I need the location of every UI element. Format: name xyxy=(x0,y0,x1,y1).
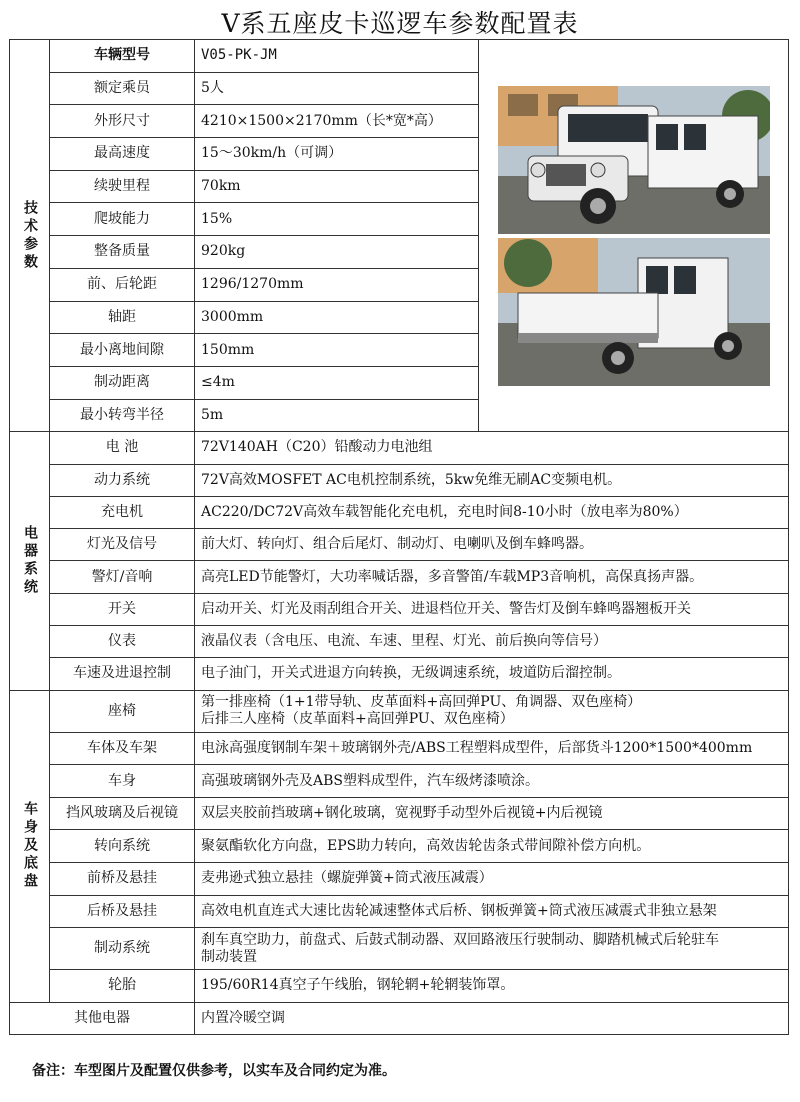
spec-label: 车体及车架 xyxy=(50,732,195,765)
spec-label: 轴距 xyxy=(50,301,195,334)
spec-label: 挡风玻璃及后视镜 xyxy=(50,797,195,830)
body-row xyxy=(10,765,789,798)
body-row xyxy=(10,863,789,896)
body-row xyxy=(10,830,789,863)
body-row xyxy=(10,690,789,732)
spec-value xyxy=(195,626,789,658)
spec-label: 车辆型号 xyxy=(50,40,195,73)
spec-label: 灯光及信号 xyxy=(50,529,195,561)
spec-label: 电 池 xyxy=(50,432,195,464)
spec-value-line: 195/60R14真空子午线胎，钢轮辋+轮辋装饰罩。 xyxy=(201,977,515,994)
spec-value xyxy=(195,658,789,690)
spec-value: 1296/1270mm xyxy=(195,268,479,301)
footnote: 备注：车型图片及配置仅供参考，以实车及合同约定为准。 xyxy=(32,1063,396,1079)
spec-label: 外形尺寸 xyxy=(50,105,195,138)
spec-value: 4210×1500×2170mm（长*宽*高） xyxy=(195,105,479,138)
spec-value-line: 高强玻璃钢外壳及ABS塑料成型件，汽车级烤漆喷涂。 xyxy=(201,772,539,789)
spec-value xyxy=(195,561,789,593)
spec-value-line: 72V高效MOSFET AC电机控制系统，5kw免维无刷AC变频电机。 xyxy=(201,471,622,488)
vehicle-rear-photo xyxy=(498,238,770,386)
vehicle-front-photo xyxy=(498,86,770,234)
spec-value-line: 电子油门，开关式进退方向转换，无级调速系统，坡道防后溜控制。 xyxy=(201,665,621,682)
body-row xyxy=(10,895,789,928)
spec-value-line: 高效电机直连式大速比齿轮减速整体式后桥、钢板弹簧+筒式液压减震式非独立悬架 xyxy=(201,902,717,919)
spec-value-line: 双层夹胶前挡玻璃+钢化玻璃，宽视野手动型外后视镜+内后视镜 xyxy=(201,805,603,822)
spec-label: 整备质量 xyxy=(50,236,195,269)
spec-value-line: 麦弗逊式独立悬挂（螺旋弹簧+筒式液压减震） xyxy=(201,870,493,887)
other-row xyxy=(10,1002,789,1034)
spec-value-line: 前大灯、转向灯、组合后尾灯、制动灯、电喇叭及倒车蜂鸣器。 xyxy=(201,536,593,553)
spec-value: 内置冷暖空调 xyxy=(195,1002,789,1034)
spec-value: 150mm xyxy=(195,334,479,367)
spec-value-line: 后排三人座椅（皮革面料+高回弹PU、双色座椅） xyxy=(201,711,514,728)
spec-label: 充电机 xyxy=(50,496,195,528)
spec-label: 前桥及悬挂 xyxy=(50,863,195,896)
spec-value: 3000mm xyxy=(195,301,479,334)
spec-label: 警灯/音响 xyxy=(50,561,195,593)
spec-value xyxy=(195,432,789,464)
spec-value: 5m xyxy=(195,399,479,432)
electric-row xyxy=(10,464,789,496)
electric-row xyxy=(10,432,789,464)
body-row xyxy=(10,928,789,970)
spec-value-line: 聚氨酯软化方向盘，EPS助力转向，高效齿轮齿条式带间隙补偿方向机。 xyxy=(201,837,651,854)
spec-value: 15% xyxy=(195,203,479,236)
spec-value-line: 电泳高强度钢制车架＋玻璃钢外壳/ABS工程塑料成型件，后部货斗1200*1500*400mm xyxy=(201,739,753,756)
spec-value-line: 制动装置 xyxy=(201,948,257,965)
body-row xyxy=(10,970,789,1003)
spec-value xyxy=(195,464,789,496)
spec-value: 70km xyxy=(195,170,479,203)
electric-row xyxy=(10,593,789,625)
section-body-label: 车身及底盘 xyxy=(10,690,50,1002)
spec-table xyxy=(9,39,789,1035)
spec-label: 额定乘员 xyxy=(50,72,195,105)
spec-value xyxy=(195,765,789,798)
spec-value xyxy=(195,529,789,561)
spec-label: 座椅 xyxy=(50,690,195,732)
spec-label: 最小转弯半径 xyxy=(50,399,195,432)
page-title: V系五座皮卡巡逻车参数配置表 xyxy=(221,9,579,38)
spec-label: 最高速度 xyxy=(50,138,195,171)
spec-value-line: 72V140AH（C20）铅酸动力电池组 xyxy=(201,439,433,456)
tech-row xyxy=(10,40,789,73)
body-row xyxy=(10,732,789,765)
spec-label: 前、后轮距 xyxy=(50,268,195,301)
spec-label: 车速及进退控制 xyxy=(50,658,195,690)
section-electric-label: 电器系统 xyxy=(10,432,50,690)
spec-value-line: 液晶仪表（含电压、电流、车速、里程、灯光、前后换向等信号） xyxy=(201,633,607,650)
spec-value-line: AC220/DC72V高效车载智能化充电机，充电时间8-10小时（放电率为80%） xyxy=(201,503,688,520)
vehicle-photos xyxy=(479,40,789,432)
spec-value xyxy=(195,797,789,830)
spec-label: 制动距离 xyxy=(50,366,195,399)
spec-label: 轮胎 xyxy=(50,970,195,1003)
spec-label: 制动系统 xyxy=(50,928,195,970)
electric-row xyxy=(10,658,789,690)
spec-label: 仪表 xyxy=(50,626,195,658)
spec-value xyxy=(195,496,789,528)
section-tech-label: 技术参数 xyxy=(10,40,50,432)
spec-value xyxy=(195,895,789,928)
electric-row xyxy=(10,561,789,593)
spec-label: 后桥及悬挂 xyxy=(50,895,195,928)
spec-value xyxy=(195,690,789,732)
electric-row xyxy=(10,626,789,658)
spec-value: V05-PK-JM xyxy=(195,40,479,73)
spec-value xyxy=(195,928,789,970)
spec-value xyxy=(195,863,789,896)
spec-value xyxy=(195,830,789,863)
spec-value-line: 刹车真空助力，前盘式、后鼓式制动器、双回路液压行驶制动、脚踏机械式后轮驻车 xyxy=(201,931,719,948)
spec-value-line: 启动开关、灯光及雨刮组合开关、进退档位开关、警告灯及倒车蜂鸣器翘板开关 xyxy=(201,600,691,617)
spec-value-line: 高亮LED节能警灯，大功率喊话器，多音警笛/车载MP3音响机，高保真扬声器。 xyxy=(201,568,704,585)
spec-label: 最小离地间隙 xyxy=(50,334,195,367)
spec-label: 爬坡能力 xyxy=(50,203,195,236)
spec-value: 5人 xyxy=(195,72,479,105)
spec-label: 续驶里程 xyxy=(50,170,195,203)
spec-label: 动力系统 xyxy=(50,464,195,496)
spec-label: 其他电器 xyxy=(10,1002,195,1034)
spec-value: ≤4m xyxy=(195,366,479,399)
spec-value: 920kg xyxy=(195,236,479,269)
body-row xyxy=(10,797,789,830)
spec-label: 开关 xyxy=(50,593,195,625)
spec-value xyxy=(195,732,789,765)
electric-row xyxy=(10,496,789,528)
spec-value: 15～30km/h（可调） xyxy=(195,138,479,171)
spec-value xyxy=(195,970,789,1003)
spec-value xyxy=(195,593,789,625)
spec-label: 转向系统 xyxy=(50,830,195,863)
spec-value-line: 第一排座椅（1+1带导轨、皮革面料+高回弹PU、角调器、双色座椅） xyxy=(201,694,642,711)
electric-row xyxy=(10,529,789,561)
spec-label: 车身 xyxy=(50,765,195,798)
